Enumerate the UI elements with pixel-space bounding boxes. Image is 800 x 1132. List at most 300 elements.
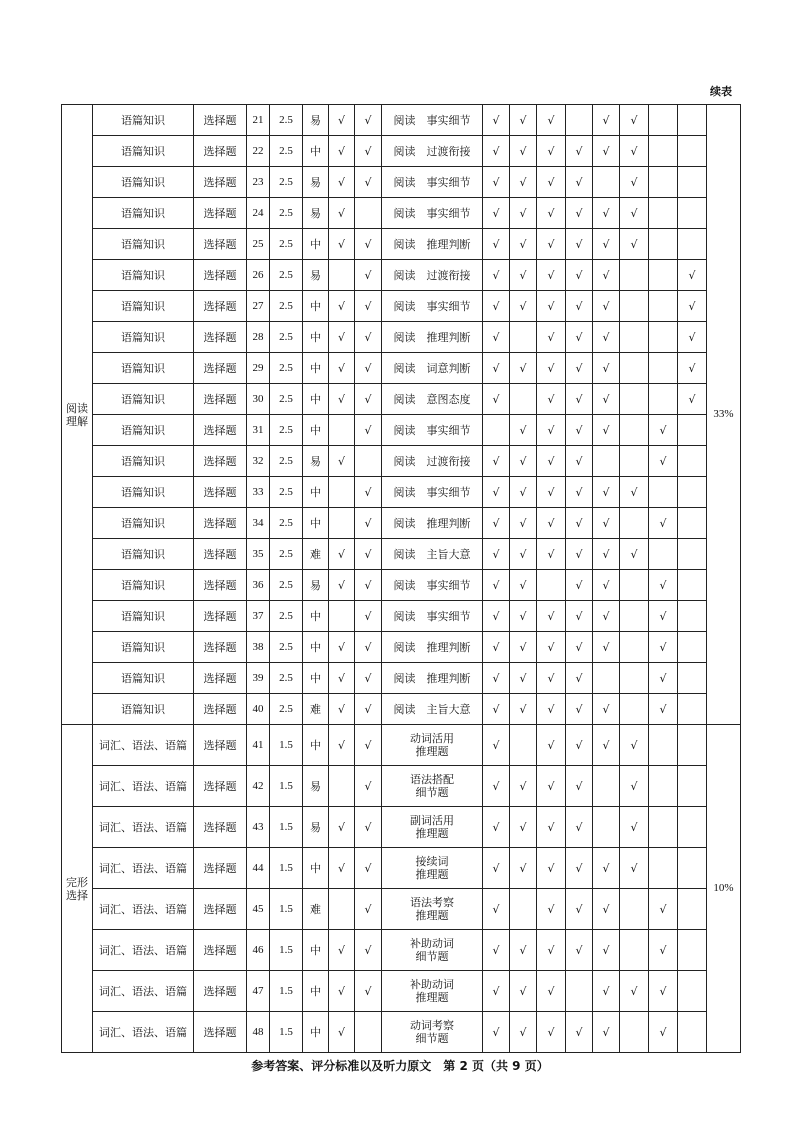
ability-check-cell: √ bbox=[566, 415, 593, 446]
question-type-cell: 选择题 bbox=[194, 694, 247, 725]
question-type-cell: 选择题 bbox=[194, 725, 247, 766]
score-cell: 2.5 bbox=[270, 632, 303, 663]
question-number-cell: 34 bbox=[247, 508, 270, 539]
table-row bbox=[62, 570, 741, 601]
question-type-cell: 选择题 bbox=[194, 663, 247, 694]
ability-check-cell: √ bbox=[566, 136, 593, 167]
topic-line: 接续词 bbox=[415, 855, 449, 868]
ability-check-cell: √ bbox=[649, 694, 678, 725]
ability-check-cell bbox=[620, 353, 649, 384]
table-row bbox=[62, 353, 741, 384]
topic-line: 细节题 bbox=[415, 950, 449, 963]
ability-check-cell bbox=[649, 766, 678, 807]
objective-check-cell: √ bbox=[355, 663, 382, 694]
ability-check-cell bbox=[678, 1012, 707, 1053]
question-type-cell: 选择题 bbox=[194, 1012, 247, 1053]
objective-check-cell: √ bbox=[329, 570, 355, 601]
question-type-cell: 选择题 bbox=[194, 353, 247, 384]
topic-cell: 阅读 过渡衔接 bbox=[382, 136, 483, 167]
topic-cell: 阅读 事实细节 bbox=[382, 167, 483, 198]
ability-check-cell: √ bbox=[483, 291, 510, 322]
ability-check-cell: √ bbox=[537, 415, 566, 446]
question-number-cell: 26 bbox=[247, 260, 270, 291]
difficulty-cell: 中 bbox=[303, 663, 329, 694]
ability-check-cell: √ bbox=[649, 415, 678, 446]
ability-check-cell: √ bbox=[593, 570, 620, 601]
knowledge-cell: 词汇、语法、语篇 bbox=[93, 725, 194, 766]
ability-check-cell: √ bbox=[649, 1012, 678, 1053]
ability-check-cell: √ bbox=[620, 766, 649, 807]
score-cell: 1.5 bbox=[270, 1012, 303, 1053]
topic-cell: 阅读 推理判断 bbox=[382, 229, 483, 260]
knowledge-cell: 词汇、语法、语篇 bbox=[93, 889, 194, 930]
ability-check-cell: √ bbox=[537, 539, 566, 570]
difficulty-cell: 中 bbox=[303, 632, 329, 663]
score-cell: 2.5 bbox=[270, 415, 303, 446]
score-cell: 2.5 bbox=[270, 260, 303, 291]
ability-check-cell: √ bbox=[483, 1012, 510, 1053]
question-number-cell: 40 bbox=[247, 694, 270, 725]
ability-check-cell: √ bbox=[510, 446, 537, 477]
ability-check-cell: √ bbox=[649, 663, 678, 694]
ability-check-cell: √ bbox=[678, 260, 707, 291]
question-type-cell: 选择题 bbox=[194, 446, 247, 477]
knowledge-cell: 语篇知识 bbox=[93, 167, 194, 198]
ability-check-cell: √ bbox=[537, 353, 566, 384]
ability-check-cell: √ bbox=[510, 260, 537, 291]
ability-check-cell: √ bbox=[620, 105, 649, 136]
objective-check-cell: √ bbox=[329, 229, 355, 260]
question-type-cell: 选择题 bbox=[194, 539, 247, 570]
ability-check-cell: √ bbox=[537, 477, 566, 508]
ability-check-cell: √ bbox=[483, 446, 510, 477]
difficulty-cell: 中 bbox=[303, 508, 329, 539]
ability-check-cell: √ bbox=[649, 632, 678, 663]
ability-check-cell bbox=[678, 198, 707, 229]
question-type-cell: 选择题 bbox=[194, 889, 247, 930]
ability-check-cell bbox=[620, 663, 649, 694]
ability-check-cell bbox=[678, 415, 707, 446]
objective-check-cell: √ bbox=[329, 353, 355, 384]
ability-check-cell: √ bbox=[537, 930, 566, 971]
question-type-cell: 选择题 bbox=[194, 415, 247, 446]
ability-check-cell bbox=[678, 136, 707, 167]
ability-check-cell: √ bbox=[566, 766, 593, 807]
ability-check-cell bbox=[620, 508, 649, 539]
ability-check-cell: √ bbox=[483, 477, 510, 508]
difficulty-cell: 中 bbox=[303, 930, 329, 971]
ability-check-cell: √ bbox=[593, 971, 620, 1012]
page-footer: 参考答案、评分标准以及听力原文 第 2 页（共 9 页） bbox=[251, 1059, 549, 1073]
score-cell: 2.5 bbox=[270, 105, 303, 136]
question-number-cell: 23 bbox=[247, 167, 270, 198]
ability-check-cell bbox=[678, 694, 707, 725]
topic-line: 推理题 bbox=[415, 745, 449, 758]
ability-check-cell: √ bbox=[678, 353, 707, 384]
ability-check-cell bbox=[678, 477, 707, 508]
objective-check-cell bbox=[329, 889, 355, 930]
ability-check-cell: √ bbox=[566, 807, 593, 848]
ability-check-cell: √ bbox=[483, 105, 510, 136]
ability-check-cell bbox=[678, 971, 707, 1012]
ability-check-cell: √ bbox=[510, 291, 537, 322]
ability-check-cell: √ bbox=[620, 971, 649, 1012]
ability-check-cell: √ bbox=[537, 694, 566, 725]
ability-check-cell bbox=[620, 930, 649, 971]
section-label-text: 完形 bbox=[66, 875, 88, 889]
topic-line: 语法考察 bbox=[410, 896, 454, 909]
objective-check-cell: √ bbox=[329, 539, 355, 570]
ability-check-cell bbox=[620, 570, 649, 601]
ability-check-cell: √ bbox=[593, 322, 620, 353]
ability-check-cell: √ bbox=[537, 601, 566, 632]
ability-check-cell: √ bbox=[483, 632, 510, 663]
topic-line: 补助动词 bbox=[410, 937, 454, 950]
ability-check-cell: √ bbox=[537, 322, 566, 353]
knowledge-cell: 语篇知识 bbox=[93, 632, 194, 663]
topic-cell: 阅读 推理判断 bbox=[382, 632, 483, 663]
ability-check-cell: √ bbox=[510, 105, 537, 136]
ability-check-cell: √ bbox=[510, 848, 537, 889]
difficulty-cell: 难 bbox=[303, 889, 329, 930]
table-row bbox=[62, 725, 741, 766]
question-type-cell: 选择题 bbox=[194, 198, 247, 229]
topic-cell: 阅读 事实细节 bbox=[382, 570, 483, 601]
score-cell: 1.5 bbox=[270, 725, 303, 766]
ability-check-cell: √ bbox=[566, 477, 593, 508]
knowledge-cell: 语篇知识 bbox=[93, 322, 194, 353]
ability-check-cell bbox=[510, 725, 537, 766]
objective-check-cell bbox=[329, 260, 355, 291]
question-number-cell: 37 bbox=[247, 601, 270, 632]
ability-check-cell: √ bbox=[620, 167, 649, 198]
ability-check-cell: √ bbox=[483, 508, 510, 539]
ability-check-cell: √ bbox=[566, 1012, 593, 1053]
topic-cell bbox=[382, 1012, 483, 1053]
objective-check-cell bbox=[329, 601, 355, 632]
ability-check-cell: √ bbox=[620, 539, 649, 570]
knowledge-cell: 语篇知识 bbox=[93, 136, 194, 167]
ability-check-cell bbox=[678, 167, 707, 198]
ability-check-cell: √ bbox=[566, 663, 593, 694]
table-row bbox=[62, 848, 741, 889]
ability-check-cell bbox=[649, 167, 678, 198]
objective-check-cell: √ bbox=[355, 694, 382, 725]
knowledge-cell: 语篇知识 bbox=[93, 384, 194, 415]
ability-check-cell: √ bbox=[510, 570, 537, 601]
topic-line: 动词考察 bbox=[410, 1019, 454, 1032]
difficulty-cell: 中 bbox=[303, 415, 329, 446]
ability-check-cell: √ bbox=[566, 167, 593, 198]
ability-check-cell bbox=[678, 930, 707, 971]
section-label-cloze bbox=[62, 725, 93, 1053]
ability-check-cell bbox=[620, 415, 649, 446]
ability-check-cell: √ bbox=[649, 889, 678, 930]
question-type-cell: 选择题 bbox=[194, 105, 247, 136]
table-row bbox=[62, 889, 741, 930]
ability-check-cell bbox=[566, 971, 593, 1012]
table-row bbox=[62, 971, 741, 1012]
score-cell: 2.5 bbox=[270, 198, 303, 229]
knowledge-cell: 语篇知识 bbox=[93, 570, 194, 601]
ability-check-cell: √ bbox=[537, 632, 566, 663]
table-row bbox=[62, 632, 741, 663]
table-row bbox=[62, 291, 741, 322]
ability-check-cell: √ bbox=[649, 446, 678, 477]
ability-check-cell: √ bbox=[593, 508, 620, 539]
ability-check-cell: √ bbox=[510, 601, 537, 632]
objective-check-cell: √ bbox=[329, 930, 355, 971]
objective-check-cell: √ bbox=[355, 971, 382, 1012]
ability-check-cell: √ bbox=[649, 601, 678, 632]
ability-check-cell: √ bbox=[593, 198, 620, 229]
difficulty-cell: 中 bbox=[303, 291, 329, 322]
objective-check-cell bbox=[355, 1012, 382, 1053]
ability-check-cell: √ bbox=[649, 971, 678, 1012]
objective-check-cell: √ bbox=[355, 229, 382, 260]
ability-check-cell: √ bbox=[566, 384, 593, 415]
ability-check-cell: √ bbox=[483, 322, 510, 353]
section-label-text: 阅读 bbox=[66, 401, 88, 415]
difficulty-cell: 难 bbox=[303, 539, 329, 570]
question-type-cell: 选择题 bbox=[194, 848, 247, 889]
objective-check-cell: √ bbox=[355, 291, 382, 322]
score-cell: 2.5 bbox=[270, 663, 303, 694]
table-row bbox=[62, 260, 741, 291]
section-label-reading bbox=[62, 105, 93, 725]
knowledge-cell: 语篇知识 bbox=[93, 508, 194, 539]
question-number-cell: 43 bbox=[247, 807, 270, 848]
ability-check-cell: √ bbox=[510, 807, 537, 848]
topic-cell bbox=[382, 971, 483, 1012]
ability-check-cell bbox=[649, 291, 678, 322]
question-number-cell: 33 bbox=[247, 477, 270, 508]
ability-check-cell: √ bbox=[678, 384, 707, 415]
ability-check-cell: √ bbox=[678, 322, 707, 353]
question-number-cell: 24 bbox=[247, 198, 270, 229]
ability-check-cell: √ bbox=[566, 889, 593, 930]
knowledge-cell: 语篇知识 bbox=[93, 539, 194, 570]
difficulty-cell: 中 bbox=[303, 322, 329, 353]
objective-check-cell bbox=[329, 415, 355, 446]
objective-check-cell: √ bbox=[355, 766, 382, 807]
continued-label: 续表 bbox=[710, 85, 732, 98]
ability-check-cell: √ bbox=[566, 353, 593, 384]
ability-check-cell bbox=[649, 136, 678, 167]
ability-check-cell: √ bbox=[537, 291, 566, 322]
ability-check-cell: √ bbox=[510, 229, 537, 260]
question-type-cell: 选择题 bbox=[194, 971, 247, 1012]
objective-check-cell: √ bbox=[355, 930, 382, 971]
difficulty-cell: 易 bbox=[303, 105, 329, 136]
question-type-cell: 选择题 bbox=[194, 167, 247, 198]
ability-check-cell bbox=[649, 725, 678, 766]
score-cell: 2.5 bbox=[270, 353, 303, 384]
ability-check-cell: √ bbox=[537, 889, 566, 930]
objective-check-cell: √ bbox=[355, 384, 382, 415]
objective-check-cell: √ bbox=[329, 167, 355, 198]
ability-check-cell: √ bbox=[537, 384, 566, 415]
topic-cell: 阅读 推理判断 bbox=[382, 663, 483, 694]
ability-check-cell bbox=[678, 848, 707, 889]
ability-check-cell: √ bbox=[593, 889, 620, 930]
objective-check-cell: √ bbox=[355, 415, 382, 446]
ability-check-cell: √ bbox=[593, 229, 620, 260]
score-cell: 2.5 bbox=[270, 167, 303, 198]
ability-check-cell: √ bbox=[566, 694, 593, 725]
ability-check-cell bbox=[620, 601, 649, 632]
objective-check-cell: √ bbox=[355, 136, 382, 167]
ability-check-cell: √ bbox=[510, 930, 537, 971]
topic-cell: 阅读 过渡衔接 bbox=[382, 260, 483, 291]
table-row bbox=[62, 229, 741, 260]
objective-check-cell: √ bbox=[355, 889, 382, 930]
ability-check-cell bbox=[649, 198, 678, 229]
topic-line: 动词活用 bbox=[410, 732, 454, 745]
difficulty-cell: 易 bbox=[303, 260, 329, 291]
topic-line: 副词活用 bbox=[410, 814, 454, 827]
exam-spec-table bbox=[61, 104, 741, 1053]
ability-check-cell: √ bbox=[593, 601, 620, 632]
difficulty-cell: 易 bbox=[303, 766, 329, 807]
objective-check-cell: √ bbox=[329, 198, 355, 229]
objective-check-cell: √ bbox=[329, 632, 355, 663]
knowledge-cell: 语篇知识 bbox=[93, 601, 194, 632]
topic-cell: 阅读 推理判断 bbox=[382, 322, 483, 353]
ability-check-cell: √ bbox=[593, 415, 620, 446]
ability-check-cell: √ bbox=[593, 1012, 620, 1053]
score-cell: 1.5 bbox=[270, 848, 303, 889]
ability-check-cell bbox=[678, 632, 707, 663]
score-cell: 1.5 bbox=[270, 807, 303, 848]
objective-check-cell bbox=[329, 766, 355, 807]
knowledge-cell: 语篇知识 bbox=[93, 446, 194, 477]
section-percent-cloze: 10% bbox=[707, 725, 741, 1053]
ability-check-cell: √ bbox=[537, 167, 566, 198]
ability-check-cell: √ bbox=[566, 539, 593, 570]
topic-line: 推理题 bbox=[415, 827, 449, 840]
knowledge-cell: 词汇、语法、语篇 bbox=[93, 807, 194, 848]
objective-check-cell: √ bbox=[355, 601, 382, 632]
ability-check-cell bbox=[620, 694, 649, 725]
table-row bbox=[62, 322, 741, 353]
knowledge-cell: 语篇知识 bbox=[93, 415, 194, 446]
difficulty-cell: 易 bbox=[303, 446, 329, 477]
difficulty-cell: 易 bbox=[303, 807, 329, 848]
question-number-cell: 21 bbox=[247, 105, 270, 136]
ability-check-cell: √ bbox=[566, 260, 593, 291]
ability-check-cell bbox=[678, 766, 707, 807]
ability-check-cell bbox=[649, 477, 678, 508]
difficulty-cell: 中 bbox=[303, 136, 329, 167]
knowledge-cell: 词汇、语法、语篇 bbox=[93, 766, 194, 807]
ability-check-cell bbox=[678, 570, 707, 601]
ability-check-cell: √ bbox=[537, 807, 566, 848]
ability-check-cell: √ bbox=[593, 477, 620, 508]
ability-check-cell: √ bbox=[483, 229, 510, 260]
question-number-cell: 46 bbox=[247, 930, 270, 971]
topic-cell: 阅读 事实细节 bbox=[382, 601, 483, 632]
objective-check-cell: √ bbox=[355, 725, 382, 766]
ability-check-cell: √ bbox=[537, 136, 566, 167]
topic-line: 细节题 bbox=[415, 786, 449, 799]
topic-line: 推理题 bbox=[415, 991, 449, 1004]
ability-check-cell bbox=[678, 725, 707, 766]
objective-check-cell bbox=[329, 477, 355, 508]
ability-check-cell: √ bbox=[593, 384, 620, 415]
ability-check-cell: √ bbox=[566, 322, 593, 353]
ability-check-cell: √ bbox=[620, 848, 649, 889]
ability-check-cell: √ bbox=[483, 971, 510, 1012]
knowledge-cell: 词汇、语法、语篇 bbox=[93, 930, 194, 971]
ability-check-cell: √ bbox=[483, 136, 510, 167]
objective-check-cell: √ bbox=[329, 694, 355, 725]
table-row bbox=[62, 508, 741, 539]
question-number-cell: 44 bbox=[247, 848, 270, 889]
objective-check-cell: √ bbox=[329, 807, 355, 848]
ability-check-cell bbox=[510, 384, 537, 415]
section-label-text: 选择 bbox=[66, 888, 88, 902]
objective-check-cell: √ bbox=[329, 136, 355, 167]
score-cell: 2.5 bbox=[270, 229, 303, 260]
ability-check-cell: √ bbox=[483, 694, 510, 725]
score-cell: 1.5 bbox=[270, 971, 303, 1012]
table-row bbox=[62, 930, 741, 971]
question-type-cell: 选择题 bbox=[194, 632, 247, 663]
ability-check-cell: √ bbox=[593, 725, 620, 766]
ability-check-cell: √ bbox=[566, 508, 593, 539]
ability-check-cell: √ bbox=[649, 508, 678, 539]
ability-check-cell: √ bbox=[537, 105, 566, 136]
ability-check-cell bbox=[620, 384, 649, 415]
ability-check-cell: √ bbox=[593, 848, 620, 889]
question-type-cell: 选择题 bbox=[194, 260, 247, 291]
ability-check-cell bbox=[620, 291, 649, 322]
topic-cell bbox=[382, 766, 483, 807]
difficulty-cell: 难 bbox=[303, 694, 329, 725]
ability-check-cell bbox=[678, 539, 707, 570]
knowledge-cell: 语篇知识 bbox=[93, 663, 194, 694]
question-type-cell: 选择题 bbox=[194, 136, 247, 167]
table-row bbox=[62, 105, 741, 136]
ability-check-cell: √ bbox=[483, 807, 510, 848]
question-type-cell: 选择题 bbox=[194, 229, 247, 260]
ability-check-cell bbox=[593, 167, 620, 198]
objective-check-cell: √ bbox=[329, 1012, 355, 1053]
objective-check-cell: √ bbox=[329, 291, 355, 322]
objective-check-cell: √ bbox=[355, 632, 382, 663]
ability-check-cell: √ bbox=[566, 570, 593, 601]
question-number-cell: 39 bbox=[247, 663, 270, 694]
ability-check-cell bbox=[678, 229, 707, 260]
score-cell: 2.5 bbox=[270, 291, 303, 322]
topic-line: 补助动词 bbox=[410, 978, 454, 991]
ability-check-cell: √ bbox=[510, 539, 537, 570]
objective-check-cell: √ bbox=[355, 848, 382, 889]
ability-check-cell: √ bbox=[483, 601, 510, 632]
topic-cell: 阅读 过渡衔接 bbox=[382, 446, 483, 477]
ability-check-cell bbox=[510, 322, 537, 353]
ability-check-cell: √ bbox=[593, 930, 620, 971]
question-number-cell: 48 bbox=[247, 1012, 270, 1053]
ability-check-cell bbox=[649, 807, 678, 848]
question-number-cell: 41 bbox=[247, 725, 270, 766]
question-type-cell: 选择题 bbox=[194, 807, 247, 848]
ability-check-cell bbox=[649, 322, 678, 353]
knowledge-cell: 语篇知识 bbox=[93, 291, 194, 322]
question-number-cell: 36 bbox=[247, 570, 270, 601]
ability-check-cell bbox=[678, 601, 707, 632]
